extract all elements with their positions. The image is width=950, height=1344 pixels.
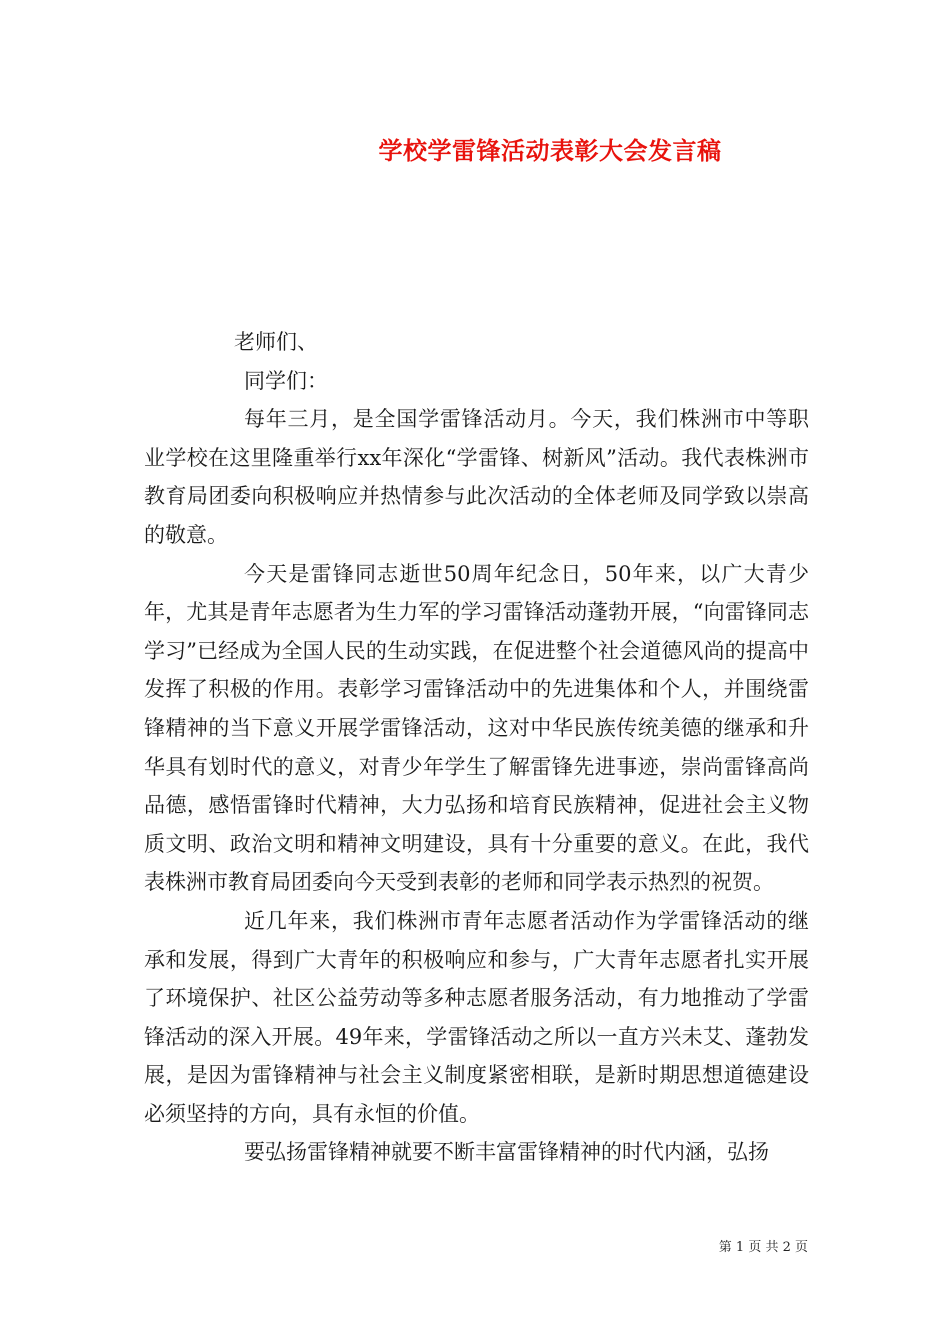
paragraph: 每年三月，是全国学雷锋活动月。今天，我们株洲市中等职业学校在这里隆重举行xx年深化“学雷锋、树新风”活动。我代表株洲市教育局团委向积极响应并热情参与此次活动的全体老师及同学致以崇高的敬意。 (144, 407, 809, 547)
page-number-footer: 第 1 页 共 2 页 (718, 1240, 808, 1255)
paragraph: 今天是雷锋同志逝世50周年纪念日，50年来，以广大青少年，尤其是青年志愿者为生力军的学习雷锋活动蓬勃开展，“向雷锋同志学习”已经成为全国人民的生动实践，在促进整个社会道德风尚的提高中发挥了积极的作用。表彰学习雷锋活动中的先进集体和个人，并围绕雷锋精神的当下意义开展学雷锋活动，这对中华民族传统美德的继承和升华具有划时代的意义，对青少年学生了解雷锋先进事迹，崇尚雷锋高尚品德，感悟雷锋时代精神，大力弘扬和培育民族精神，促进社会主义物质文明、政治文明和精神文明建设，具有十分重要的意义。在此，我代表株洲市教育局团委向今天受到表彰的老师和同学表示热烈的祝贺。 (144, 561, 809, 895)
salutation-teachers: 老师们、 (234, 330, 318, 354)
paragraph: 近几年来，我们株洲市青年志愿者活动作为学雷锋活动的继承和发展，得到广大青年的积极响应和参与，广大青年志愿者扎实开展了环境保护、社区公益劳动等多种志愿者服务活动，有力地推动了学雷锋活动的深入开展。49年来，学雷锋活动之所以一直方兴未艾、蓬勃发展，是因为雷锋精神与社会主义制度紧密相联，是新时期思想道德建设必须坚持的方向，具有永恒的价值。 (144, 908, 809, 1126)
paragraph: 要弘扬雷锋精神就要不断丰富雷锋精神的时代内涵，弘扬 (244, 1140, 769, 1165)
document-body (144, 323, 809, 1172)
document-title: 学校学雷锋活动表彰大会发言稿 (378, 136, 722, 165)
salutation-students: 同学们： (244, 368, 328, 393)
